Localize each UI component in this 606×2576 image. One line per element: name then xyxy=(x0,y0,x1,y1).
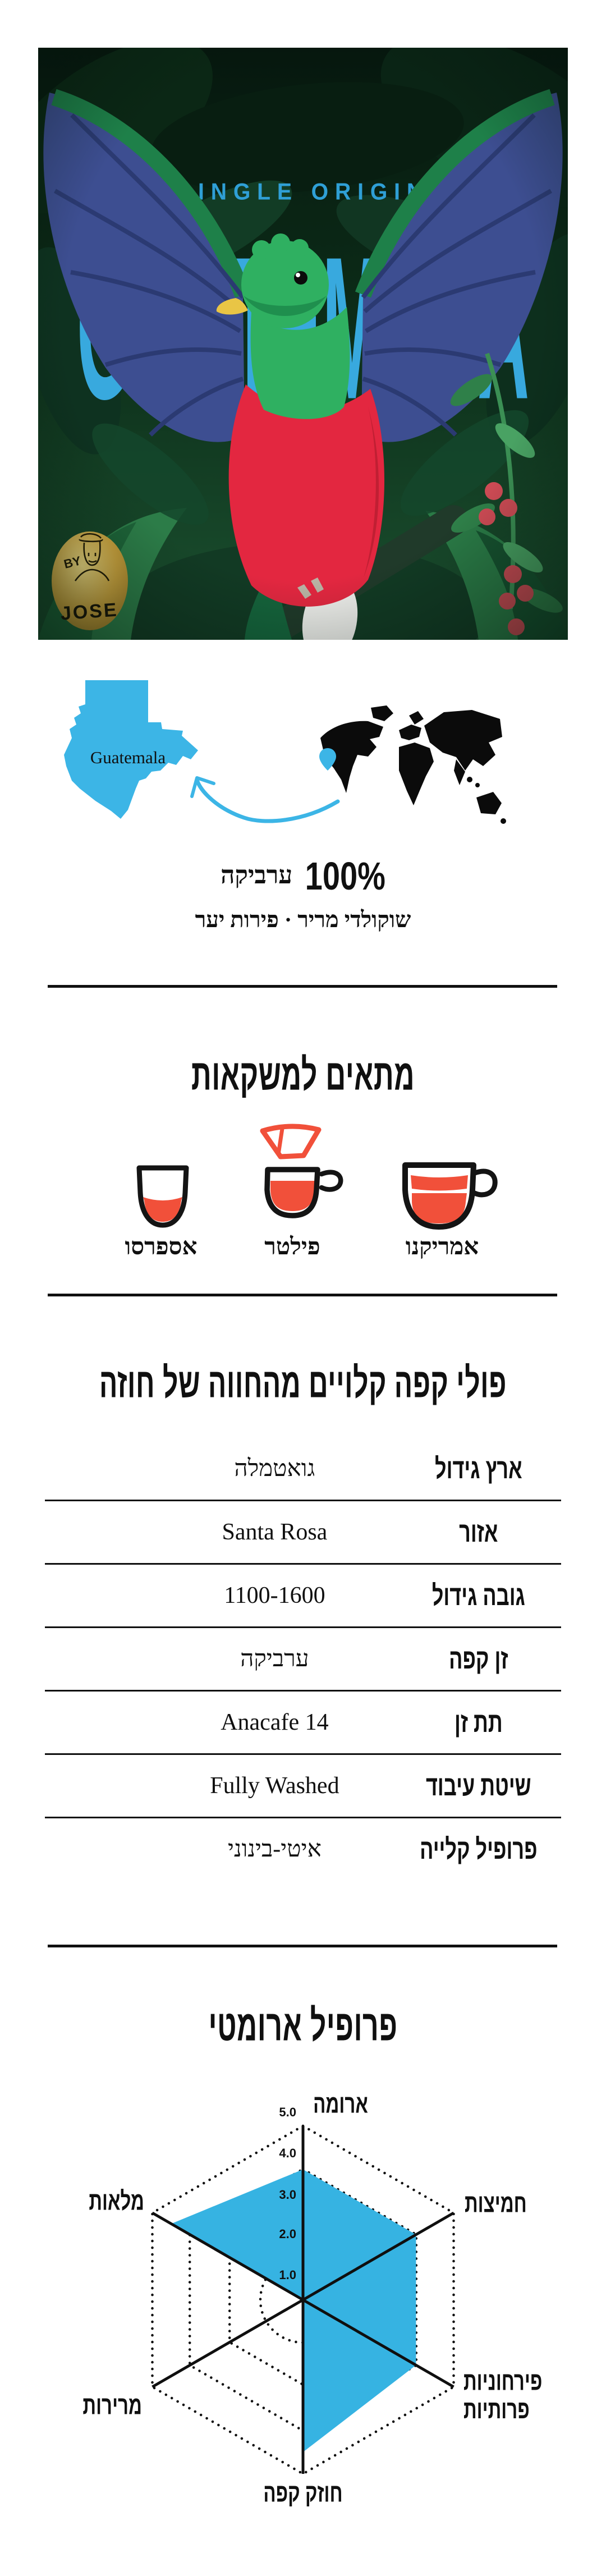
espresso-cup-icon xyxy=(132,1165,194,1233)
row-label: תת זן xyxy=(454,1706,503,1738)
aroma-heading: פרופיל ארומטי xyxy=(208,2001,398,2050)
drink-label-filter: פילטר xyxy=(264,1234,320,1260)
axis-label-body: מלאות xyxy=(89,2186,144,2216)
details-heading: פולי קפה קלויים מהחווה של חוזה xyxy=(99,1360,507,1407)
coffee-label-illustration xyxy=(38,48,568,640)
drink-label-americano: אמריקנו xyxy=(405,1234,479,1260)
filter-dripper-icon xyxy=(250,1122,362,1221)
row-label: גובה גידול xyxy=(431,1579,525,1611)
row-label: ארץ גידול xyxy=(434,1452,522,1484)
tasting-notes: שוקולדי מריר · פירות יער xyxy=(195,907,411,932)
section-divider-1 xyxy=(48,985,557,988)
drink-label-espresso: אספרסו xyxy=(125,1234,198,1260)
tick-4: 4.0 xyxy=(279,2146,296,2160)
tick-3: 3.0 xyxy=(279,2188,296,2202)
axis-label-bitterness: מרירות xyxy=(82,2390,142,2420)
guatemala-map-label: Guatemala xyxy=(90,748,166,767)
table-row xyxy=(45,1563,561,1626)
world-map xyxy=(319,705,506,824)
row-label: שיטת עיבוד xyxy=(425,1769,531,1802)
row-value: איטי-בינוני xyxy=(227,1836,322,1862)
table-row xyxy=(45,1626,561,1690)
variety-name: ערביקה xyxy=(221,861,293,889)
table-row xyxy=(45,1438,561,1500)
variety-summary xyxy=(0,854,606,898)
row-value: גואטמלה xyxy=(234,1456,315,1482)
row-value: Anacafe 14 xyxy=(221,1709,329,1735)
tick-5: 5.0 xyxy=(279,2105,296,2119)
table-row xyxy=(45,1753,561,1817)
table-row xyxy=(45,1500,561,1563)
row-value: ערביקה xyxy=(240,1646,309,1672)
axis-label-floral-fruity: פירחוניות פרותיות xyxy=(463,2366,543,2424)
origin-map-section xyxy=(50,671,511,833)
arrow-icon xyxy=(192,778,338,821)
section-divider-3 xyxy=(48,1945,557,1947)
table-row xyxy=(45,1690,561,1753)
drinks-heading: מתאים למשקאות xyxy=(191,1050,415,1099)
axis-label-strength: חוזק קפה xyxy=(263,2478,343,2508)
tick-2: 2.0 xyxy=(279,2227,296,2241)
row-value: 1100-1600 xyxy=(224,1583,325,1608)
row-value: Santa Rosa xyxy=(222,1519,328,1545)
row-label: אזור xyxy=(459,1515,498,1548)
row-label: זן קפה xyxy=(449,1642,508,1675)
americano-mug-icon xyxy=(400,1161,499,1234)
axis-label-acidity: חמיצות xyxy=(465,2188,527,2218)
axis-label-aroma: ארומה xyxy=(313,2089,368,2119)
tick-1: 1.0 xyxy=(279,2268,296,2282)
radar-chart xyxy=(22,2077,584,2525)
table-row xyxy=(45,1817,561,1880)
percent-value: 100% xyxy=(305,854,385,898)
row-label: פרופיל קלייה xyxy=(420,1832,538,1865)
coffee-details-table xyxy=(45,1438,561,1880)
section-divider-2 xyxy=(48,1294,557,1296)
row-value: Fully Washed xyxy=(210,1773,339,1799)
